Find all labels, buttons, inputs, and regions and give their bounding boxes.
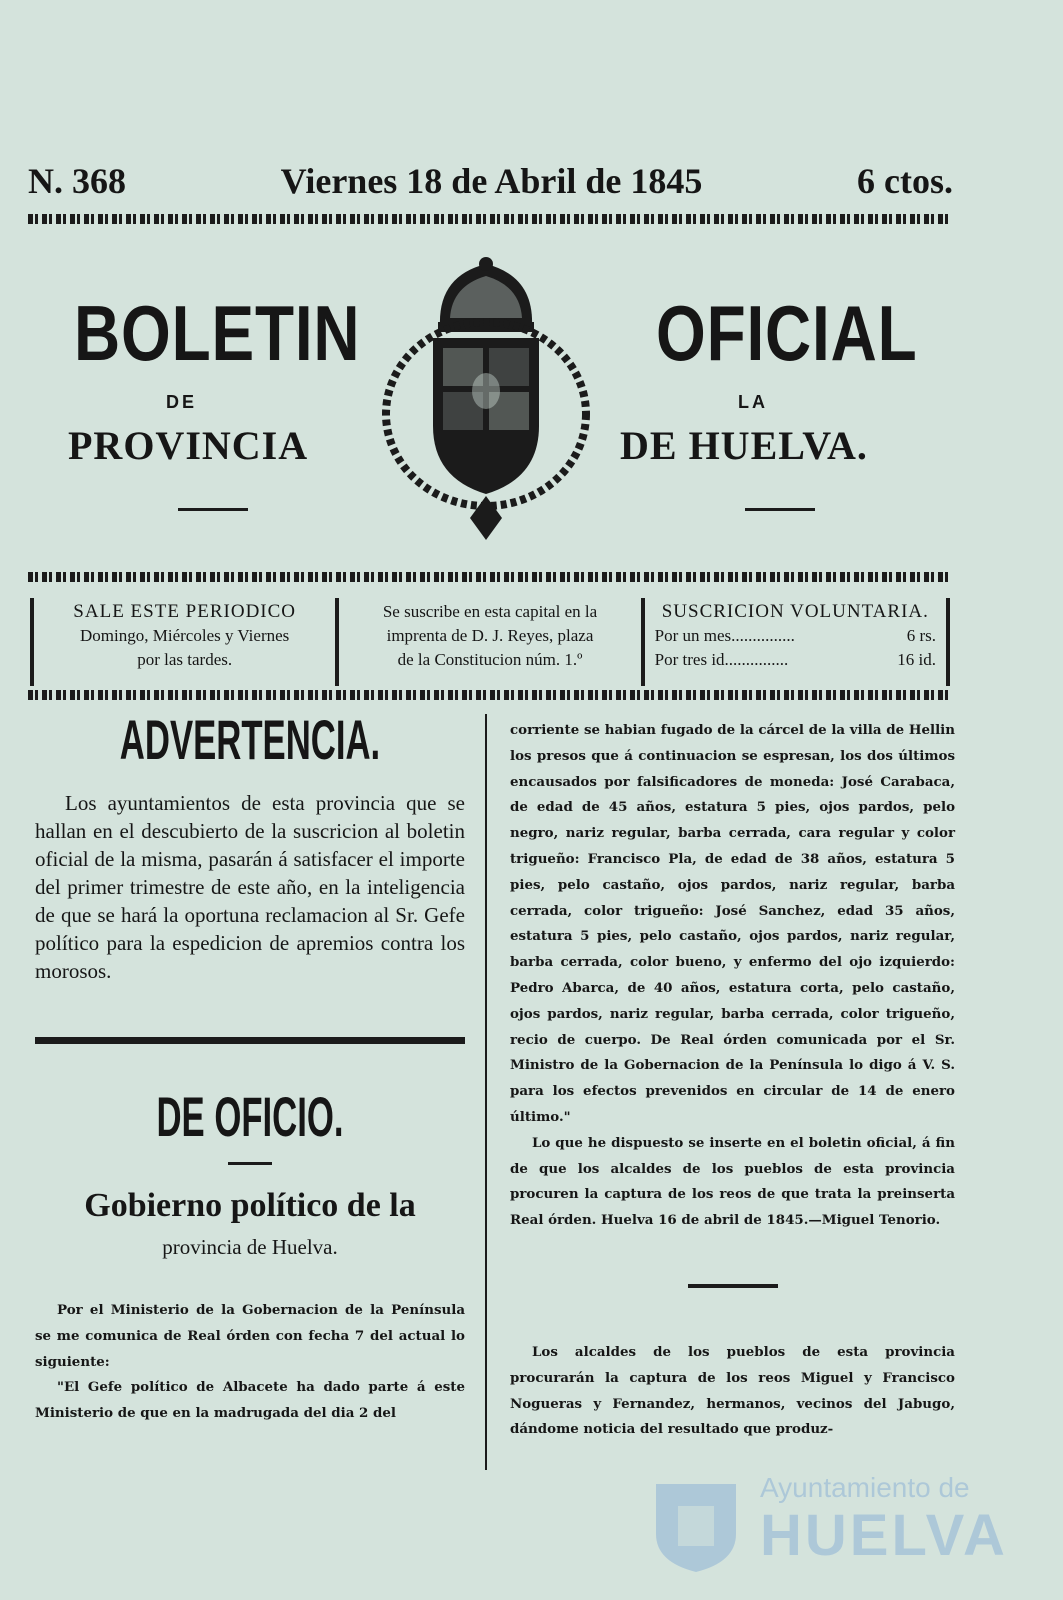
- watermark-emblem-icon: [648, 1476, 744, 1576]
- section-divider: [35, 1037, 465, 1044]
- masthead-sub-left: PROVINCIA: [68, 423, 309, 468]
- column-divider: [485, 714, 487, 1470]
- subscription-block: [30, 598, 950, 686]
- schedule-days: Domingo, Miércoles y Viernes: [80, 626, 290, 645]
- left-column: [35, 705, 465, 1427]
- masthead-word-left: BOLETIN: [74, 289, 361, 377]
- subscription-location: [339, 598, 644, 686]
- masthead-small-right: LA: [738, 392, 768, 412]
- schedule-time: por las tardes.: [137, 650, 233, 669]
- watermark-line-1: Ayuntamiento de: [760, 1472, 970, 1503]
- issue-price: 6 ctos.: [857, 161, 953, 201]
- rate-row: [655, 624, 936, 648]
- decorative-rule-middle: [28, 572, 948, 582]
- oficio-rule: [228, 1162, 272, 1165]
- masthead-rule-right: [745, 508, 815, 511]
- issue-date: Viernes 18 de Abril de 1845: [280, 161, 703, 201]
- masthead-word-right: OFICIAL: [656, 289, 918, 377]
- rate-label: Por un mes...............: [654, 626, 795, 645]
- fugitives-paragraph: corriente se habian fugado de la cárcel de la villa de Hellin los presos que á continuacion se espresan, los dos últimos encausados por falsificadores de moneda: José Carabaca, de edad de 45 años, estatura 5 pies, ojos pardos, pelo negro, nariz regular, barba cerrada, cara regular y color trigueño: Francisco Pla, de edad de 38 años, estatura 5 pies, pelo castaño, ojos pardos, nariz regular, barba cerrada, color trigueño: José Sanchez, edad 35 años, estatura 5 pies, pelo castaño, ojos pardos, nariz regular, barba cerrada, color bueno, y enfermo del ojo izquierdo: Pedro Abarca, de 40 años, estatura corta, pelo castaño, ojos pardos, nariz regular, barba cerrada, color trigueño, recio de cuerpo. De Real órden comunicada por el Sr. Ministro de la Gobernacion de la Península lo digo á V. S. para los efectos prevenidos en circular de 14 de enero último.": [510, 722, 955, 1125]
- right-column: [510, 718, 955, 1443]
- watermark-line-2: HUELVA: [760, 1503, 1008, 1568]
- decorative-rule-bottom: [28, 690, 948, 700]
- rate-value: 16 id.: [897, 650, 936, 669]
- order-paragraph: Lo que he dispuesto se inserte en el boletin oficial, á fin de que los alcaldes de los pueblos de esta provincia procuren la captura de los reos de que trata la preinserta Real órden. Huelva 16 de abril de 1845.—Miguel Tenorio.: [510, 1134, 955, 1229]
- location-line-3: de la Constitucion núm. 1.º: [397, 650, 583, 669]
- issue-number: N. 368: [28, 161, 126, 201]
- subscription-rates: [645, 598, 950, 686]
- albacete-paragraph: "El Gefe político de Albacete ha dado parte á este Ministerio de que en la madrugada del dia 2 del: [35, 1379, 465, 1422]
- right-section-rule: [688, 1284, 778, 1288]
- location-line-1: Se suscribe en esta capital en la: [382, 602, 598, 621]
- masthead-sub-right: DE HUELVA.: [620, 423, 868, 468]
- masthead-rule-left: [178, 508, 248, 511]
- coat-of-arms-icon: [378, 256, 593, 541]
- rates-title: SUSCRICION VOLUNTARIA.: [661, 601, 929, 622]
- decorative-rule-top: [28, 214, 948, 224]
- rate-label: Por tres id...............: [654, 650, 789, 669]
- rate-value: 6 rs.: [906, 626, 936, 645]
- gobierno-heading: Gobierno político de la: [84, 1187, 416, 1224]
- masthead-small-left: DE: [166, 392, 198, 412]
- rate-row: [655, 648, 936, 672]
- issue-line: [28, 160, 953, 202]
- capture-paragraph: Los alcaldes de los pueblos de esta provincia procurarán la captura de los reos Miguel y Francisco Nogueras y Fernandez, hermanos, vecinos del Jabugo, dándome noticia del resultado que produz-: [510, 1343, 955, 1438]
- watermark: [648, 1472, 1058, 1582]
- oficio-heading: DE OFICIO.: [156, 1085, 344, 1148]
- ministry-paragraph: Por el Ministerio de la Gobernacion de la Península se me comunica de Real órden con fecha 7 del actual lo siguiente:: [35, 1302, 465, 1370]
- gobierno-subheading: provincia de Huelva.: [162, 1235, 338, 1259]
- location-line-2: imprenta de D. J. Reyes, plaza: [386, 626, 594, 645]
- schedule-title: SALE ESTE PERIODICO: [73, 601, 297, 622]
- publication-schedule: [30, 598, 339, 686]
- advertencia-text: Los ayuntamientos de esta provincia que se hallan en el descubierto de la suscricion al boletin oficial de la misma, pasarán á satisfacer el importe del primer trimestre de este año, en la inteligencia de que se hará la oportuna reclamacion al Sr. Gefe político para la espedicion de apremios contra los morosos.: [35, 791, 465, 983]
- advertencia-heading: ADVERTENCIA.: [119, 708, 381, 771]
